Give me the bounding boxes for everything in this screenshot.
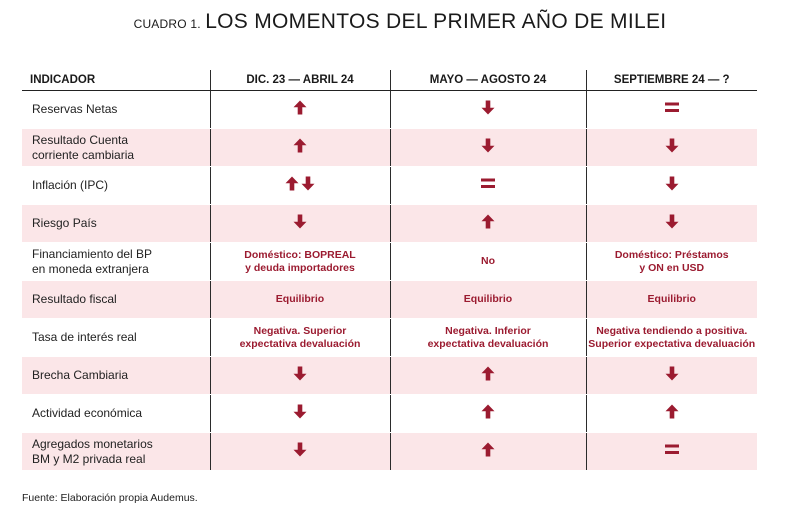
arrow-down-icon <box>665 176 679 191</box>
period-1-cell <box>210 395 390 433</box>
indicator-label: Inflación (IPC) <box>22 167 210 205</box>
arrow-down-icon <box>301 176 315 191</box>
table-row <box>22 129 757 167</box>
table-row <box>22 395 757 433</box>
arrow-up-icon <box>665 404 679 419</box>
trend-symbols <box>481 404 495 419</box>
table-header-row <box>22 70 757 91</box>
period-3-cell: Doméstico: Préstamos y ON en USD <box>586 243 757 281</box>
arrow-down-icon <box>293 404 307 419</box>
arrow-down-icon <box>481 100 495 115</box>
trend-symbols <box>481 366 495 381</box>
indicator-label: Resultado Cuenta corriente cambiaria <box>22 129 210 167</box>
trend-symbols <box>481 214 495 229</box>
period-2-cell <box>390 167 586 205</box>
period-1-cell <box>210 205 390 243</box>
trend-symbols <box>293 100 307 115</box>
period-1-cell: Doméstico: BOPREAL y deuda importadores <box>210 243 390 281</box>
trend-symbols <box>293 138 307 153</box>
table-row <box>22 281 757 319</box>
equal-icon <box>481 178 495 189</box>
arrow-down-icon <box>293 442 307 457</box>
trend-symbols <box>481 100 495 115</box>
arrow-up-icon <box>285 176 299 191</box>
period-2-cell <box>390 91 586 129</box>
indicator-label: Brecha Cambiaria <box>22 357 210 395</box>
period-3-cell <box>586 357 757 395</box>
period-1-cell <box>210 433 390 471</box>
indicator-label: Tasa de interés real <box>22 319 210 357</box>
table-row <box>22 243 757 281</box>
arrow-up-icon <box>481 442 495 457</box>
trend-symbols <box>665 444 679 455</box>
trend-symbols <box>665 176 679 191</box>
arrow-up-icon <box>293 138 307 153</box>
period-3-cell <box>586 91 757 129</box>
period-3-cell: Equilibrio <box>586 281 757 319</box>
trend-symbols <box>481 442 495 457</box>
trend-symbols <box>665 138 679 153</box>
period-2-cell: No <box>390 243 586 281</box>
trend-symbols <box>293 404 307 419</box>
period-1-cell <box>210 167 390 205</box>
period-1-cell: Negativa. Superior expectativa devaluación <box>210 319 390 357</box>
indicator-label: Financiamiento del BP en moneda extranjera <box>22 243 210 281</box>
period-2-cell <box>390 205 586 243</box>
trend-symbols <box>665 404 679 419</box>
arrow-down-icon <box>665 214 679 229</box>
indicator-label: Agregados monetarios BM y M2 privada real <box>22 433 210 471</box>
period-2-cell <box>390 433 586 471</box>
period-2-cell: Negativa. Inferior expectativa devaluación <box>390 319 586 357</box>
period-3-cell <box>586 395 757 433</box>
period-1-cell <box>210 357 390 395</box>
header-period-1: DIC. 23 — ABRIL 24 <box>210 70 390 91</box>
table-row <box>22 433 757 471</box>
source-footnote: Fuente: Elaboración propia Audemus. <box>22 492 198 504</box>
arrow-up-icon <box>481 404 495 419</box>
trend-symbols <box>285 176 315 191</box>
indicator-label: Resultado fiscal <box>22 281 210 319</box>
table-row <box>22 319 757 357</box>
trend-symbols <box>293 366 307 381</box>
table-row <box>22 91 757 129</box>
trend-symbols <box>293 442 307 457</box>
arrow-up-icon <box>293 100 307 115</box>
period-3-cell: Negativa tendiendo a positiva. Superior expectativa devaluación <box>586 319 757 357</box>
table-row <box>22 205 757 243</box>
equal-icon <box>665 444 679 455</box>
table-title <box>0 10 800 34</box>
trend-symbols <box>665 214 679 229</box>
trend-symbols <box>481 138 495 153</box>
indicators-table <box>22 70 757 470</box>
header-period-2: MAYO — AGOSTO 24 <box>390 70 586 91</box>
arrow-down-icon <box>665 138 679 153</box>
indicator-label: Riesgo País <box>22 205 210 243</box>
arrow-up-icon <box>481 214 495 229</box>
trend-symbols <box>665 102 679 113</box>
table-body <box>22 91 757 471</box>
period-3-cell <box>586 433 757 471</box>
period-2-cell: Equilibrio <box>390 281 586 319</box>
table-row <box>22 167 757 205</box>
trend-symbols <box>481 178 495 189</box>
period-2-cell <box>390 357 586 395</box>
arrow-down-icon <box>481 138 495 153</box>
equal-icon <box>665 102 679 113</box>
title-prefix: CUADRO 1. <box>133 17 201 31</box>
period-1-cell <box>210 129 390 167</box>
indicator-label: Reservas Netas <box>22 91 210 129</box>
period-1-cell <box>210 91 390 129</box>
trend-symbols <box>293 214 307 229</box>
period-2-cell <box>390 395 586 433</box>
header-indicador: INDICADOR <box>22 70 210 91</box>
period-2-cell <box>390 129 586 167</box>
header-period-3: SEPTIEMBRE 24 — ? <box>586 70 757 91</box>
indicator-label: Actividad económica <box>22 395 210 433</box>
arrow-down-icon <box>665 366 679 381</box>
period-3-cell <box>586 129 757 167</box>
arrow-up-icon <box>481 366 495 381</box>
table-row <box>22 357 757 395</box>
arrow-down-icon <box>293 366 307 381</box>
title-main: LOS MOMENTOS DEL PRIMER AÑO DE MILEI <box>205 10 667 33</box>
period-3-cell <box>586 167 757 205</box>
period-1-cell: Equilibrio <box>210 281 390 319</box>
trend-symbols <box>665 366 679 381</box>
period-3-cell <box>586 205 757 243</box>
arrow-down-icon <box>293 214 307 229</box>
